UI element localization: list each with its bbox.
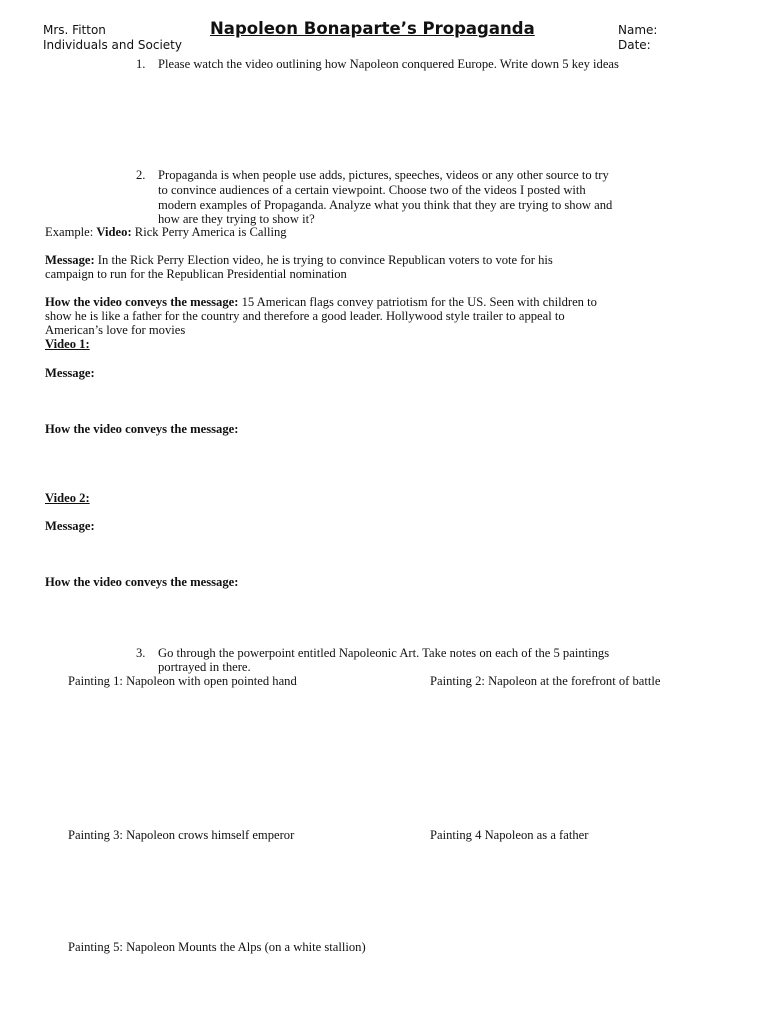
example-video-line (45, 225, 287, 240)
q2-number: 2. (136, 168, 146, 182)
video1-heading: Video 1: (45, 337, 90, 351)
painting-4: Painting 4 Napoleon as a father (430, 828, 589, 842)
q3-line-2: portrayed in there. (158, 660, 251, 674)
example-message-line-2: campaign to run for the Republican Presidential nomination (45, 267, 347, 281)
page-title: Napoleon Bonaparte’s Propaganda (210, 19, 535, 38)
name-label: Name: (618, 23, 658, 37)
date-label: Date: (618, 38, 651, 52)
teacher-name: Mrs. Fitton (43, 23, 106, 37)
example-video-label: Video: (96, 225, 132, 239)
q1-number: 1. (136, 57, 146, 71)
q3-number: 3. (136, 646, 146, 660)
video1-conveys-label: How the video conveys the message: (45, 422, 239, 436)
q2-line-1: Propaganda is when people use adds, pictures, speeches, videos or any other source to try (158, 168, 609, 182)
painting-1: Painting 1: Napoleon with open pointed hand (68, 674, 297, 688)
course-name: Individuals and Society (43, 38, 182, 52)
example-conveys-text-1: 15 American flags convey patriotism for the US. Seen with children to (238, 295, 597, 309)
painting-5: Painting 5: Napoleon Mounts the Alps (on a white stallion) (68, 940, 366, 954)
example-video-value: Rick Perry America is Calling (131, 225, 287, 239)
video2-conveys-label: How the video conveys the message: (45, 575, 239, 589)
example-conveys-label: How the video conveys the message: (45, 295, 239, 309)
q3-line-1: Go through the powerpoint entitled Napoleonic Art. Take notes on each of the 5 paintings (158, 646, 610, 660)
video1-message-label: Message: (45, 366, 95, 380)
example-message-text-1: In the Rick Perry Election video, he is trying to convince Republican voters to vote for his (94, 253, 553, 267)
example-conveys-line-1 (45, 295, 597, 310)
example-message-label: Message: (45, 253, 95, 267)
q2-line-3: modern examples of Propaganda. Analyze what you think that they are trying to show and (158, 198, 613, 212)
painting-3: Painting 3: Napoleon crows himself emperor (68, 828, 295, 842)
example-message-line-1 (45, 253, 553, 268)
q2-line-4: how are they trying to show it? (158, 212, 315, 226)
example-conveys-line-3: American’s love for movies (45, 323, 186, 337)
painting-2: Painting 2: Napoleon at the forefront of battle (430, 674, 661, 688)
q2-line-2: to convince audiences of a certain viewpoint. Choose two of the videos I posted with (158, 183, 586, 197)
example-prefix: Example: (45, 225, 97, 239)
video2-message-label: Message: (45, 519, 95, 533)
video2-heading: Video 2: (45, 491, 90, 505)
example-conveys-line-2: show he is like a father for the country and therefore a good leader. Hollywood style trailer to appeal to (45, 309, 565, 323)
q1-text: Please watch the video outlining how Napoleon conquered Europe. Write down 5 key ideas (158, 57, 619, 71)
